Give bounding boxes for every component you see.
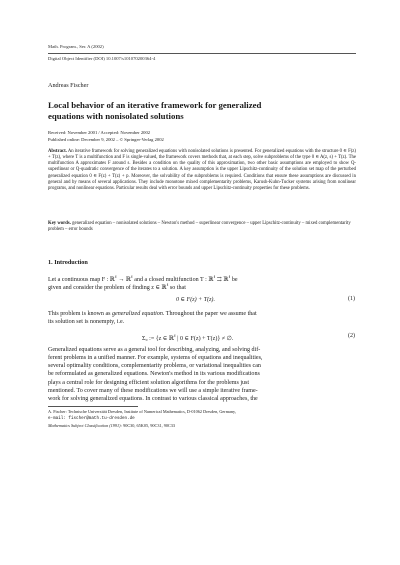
- intro-line-2: given and consider the problem of finding z ∈ ℝ$^\ell$ so that: [48, 282, 186, 292]
- author-affiliation: A. Fischer: Technische Universität Dresden, Institute of Numerical Mathematics, D-01062 Dresden, Germany,: [48, 409, 236, 414]
- abstract-text: An iterative framework for solving generalized equations with nonisolated solutions is presented. For generalized equations with the structure 0 ∈ F(z) + T(z), where T is a multifunction and F is single-valued, the framework covers methods that, at each step, solve subproblems of the type 0 ∈ A(z, s) + T(z). The multifunction A approximates F around s. Besides a condition on the quality of this approximation, two other basic assumptions are employed to show Q-superlinear or Q-quadratic convergence of the iterates to a solution. A key assumption is the upper Lipschitz-continuity of the solution set map of the perturbed generalized equation 0 ∈ F(z) + T(z) + p. Moreover, the solvability of the subproblems is required. Conditions that ensure these assumptions are discussed in general and by means of several applications. They include monotone mixed complementarity problems, Karush-Kuhn-Tucker systems arising from nonlinear programs, and nonlinear equations. Particular results deal with error bounds and upper Lipschitz-continuity properties for these problems.: [48, 149, 356, 191]
- published-date: Published online: December 9, 2002 – © Springer-Verlag 2002: [48, 137, 164, 142]
- intro-paragraph-3: Generalized equations serve as a general tool for describing, analyzing, and solving dif- ferent problems in a unified manner. For example, systems of equations and inequalities, several optimality conditions, complementarity problems, or variational inequalities can be reformulated as generalized equations. Newton's method in its various modifications plays a central role for designing efficient solution algorithms for the problems just mentioned. To cover many of these modifications we will use a simple iterative frame- work for solving generalized equations. In contrast to various classical approaches, the: [48, 347, 263, 402]
- equation-1-number: (1): [348, 296, 356, 302]
- equation-1: 0 ∈ F(z) + T(z).: [176, 297, 215, 303]
- received-date: Received: November 2001 / Accepted: November 2002: [48, 130, 151, 135]
- journal-header: Math. Program., Ser. A (2002): [48, 44, 104, 49]
- keywords-text: generalized equation – nonisolated solutions – Newton's method – superlinear convergence – upper Lipschitz-continuity – mixed complementarity problem – error bounds: [48, 221, 351, 233]
- doi-line: Digital Object Identifier (DOI) 10.1007/s101070200364-4: [48, 56, 156, 61]
- paper-title-line-1: Local behavior of an iterative framework for generalized: [48, 100, 262, 110]
- footnote-rule: [48, 406, 138, 407]
- author-email: e-mail: fischer@math.tu-dresden.de: [48, 416, 135, 421]
- abstract-label: Abstract.: [48, 149, 67, 154]
- paper-title-line-2: equations with nonisolated solutions: [48, 111, 184, 121]
- author-name: Andreas Fischer: [48, 82, 89, 89]
- intro-line-4: its solution set is nonempty, i.e.: [48, 319, 125, 325]
- section-heading: 1. Introduction: [48, 259, 88, 266]
- intro-line-3: This problem is known as generalized equation. Throughout the paper we assume that: [48, 311, 257, 317]
- equation-2: Σ₀ := {z ∈ ℝ$^\ell$ | 0 ∈ F(z) + T(z)} ≠ ∅.: [142, 333, 234, 343]
- intro-line-1: Let a continuous map F : ℝ$^\ell$ → ℝ$^\ell$ and a closed multifunction T : ℝ$^\ell$ ⇉ ℝ$^\ell$ be: [48, 274, 238, 284]
- abstract: [48, 149, 356, 192]
- msc-classification: Mathematics Subject Classification (1991): 90C30, 65K05, 90C31, 90C33: [48, 423, 176, 428]
- keywords-label: Key words.: [48, 221, 71, 226]
- equation-2-number: (2): [348, 333, 356, 339]
- header-rule: [48, 53, 356, 54]
- keywords: [48, 221, 356, 233]
